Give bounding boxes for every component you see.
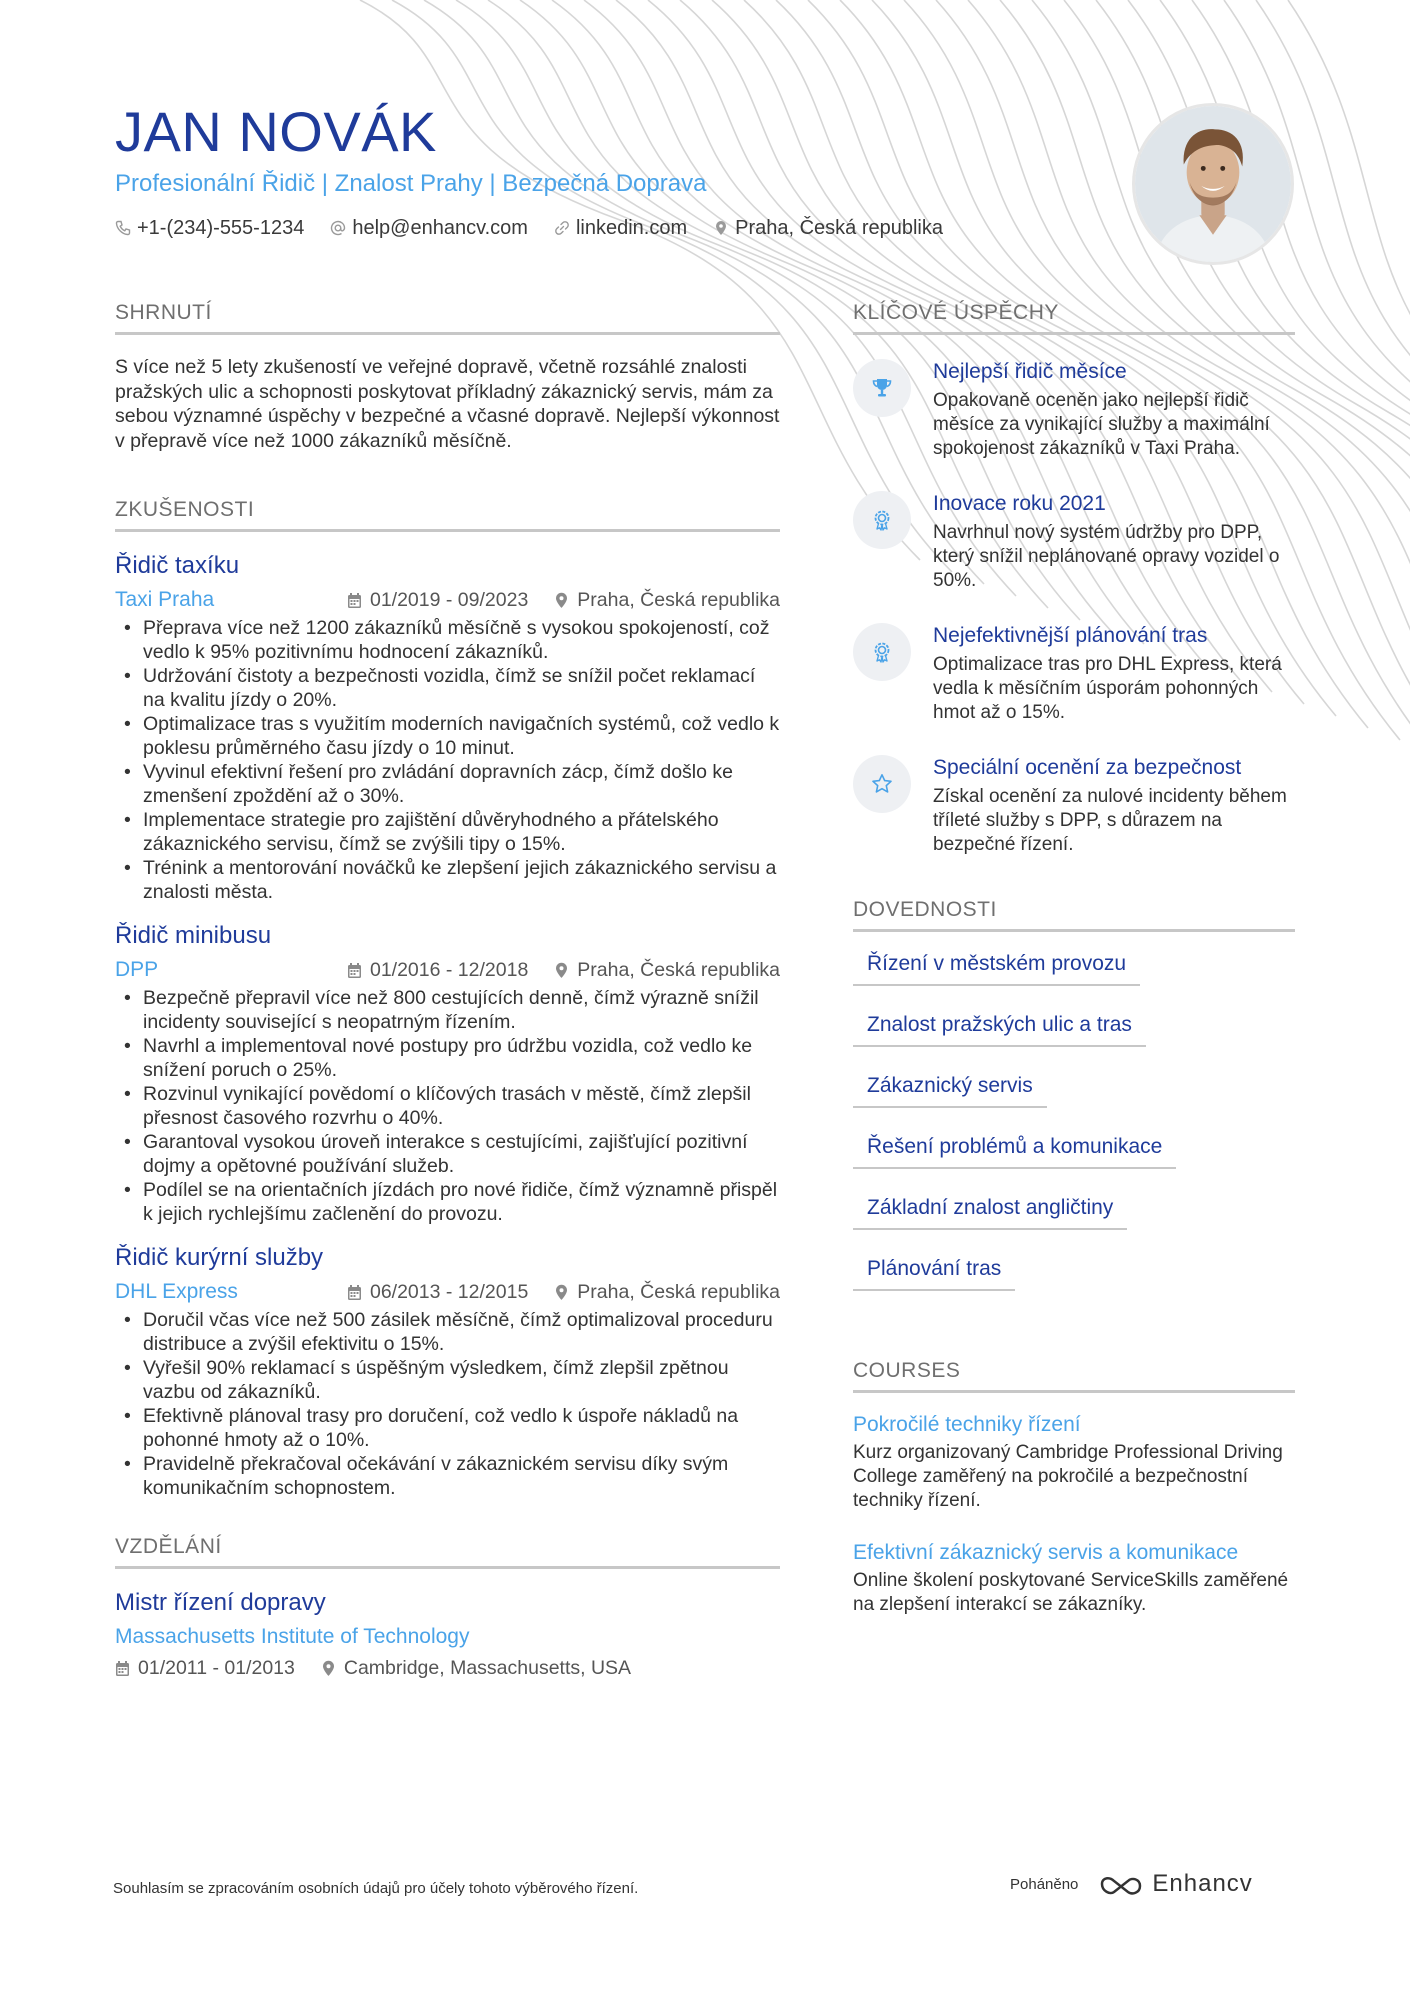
job-company: DPP xyxy=(115,958,159,981)
skill-tag: Plánování tras xyxy=(853,1255,1015,1291)
education-location xyxy=(321,1657,631,1680)
achievement-title: Inovace roku 2021 xyxy=(933,492,1106,515)
skill-tag: Základní znalost angličtiny xyxy=(853,1194,1127,1230)
job-entry xyxy=(115,1242,780,1500)
job-dates-text: 06/2013 - 12/2015 xyxy=(369,1280,529,1303)
achievement-icon-badge xyxy=(853,359,911,417)
job-list xyxy=(115,550,780,1500)
job-dates-text: 01/2019 - 09/2023 xyxy=(369,588,529,611)
course-title: Efektivní zákaznický servis a komunikace xyxy=(853,1541,1239,1564)
job-meta-right xyxy=(347,589,780,612)
courses-heading: COURSES xyxy=(853,1358,1295,1393)
job-title: Řidič taxíku xyxy=(115,552,240,579)
achievement-body xyxy=(933,359,1295,461)
job-bullet: • Implementace strategie pro zajištění důvěryhodného a přátelského zákaznického servisu, čímž se zvýšili tipy o 15%. xyxy=(115,808,780,856)
skill-row xyxy=(853,1255,1295,1316)
phone-icon xyxy=(115,220,131,236)
calendar-icon xyxy=(347,592,362,609)
contact-phone[interactable] xyxy=(115,214,304,242)
location-pin-icon xyxy=(554,592,569,609)
job-bullet: • Optimalizace tras s využitím moderních navigačních systémů, což vedlo k poklesu průměrného času jízdy o 10 minut. xyxy=(115,712,780,760)
brand-name: Enhancv xyxy=(1152,1870,1253,1897)
achievement-title: Speciální ocenění za bezpečnost xyxy=(933,756,1242,779)
course-desc: Online školení poskytované ServiceSkills zaměřené na zlepšení interakcí se zákazníky. xyxy=(853,1570,1289,1615)
job-bullets xyxy=(115,986,780,1226)
job-location-text: Praha, Česká republika xyxy=(577,588,780,611)
course-title: Pokročilé techniky řízení xyxy=(853,1413,1081,1436)
achievement-body xyxy=(933,755,1295,857)
job-bullet: • Pravidelně překračoval očekávání v zákaznickém servisu díky svým komunikačním schopnostem. xyxy=(115,1452,780,1500)
powered-by[interactable] xyxy=(1010,1870,1253,1898)
education-heading: VZDĚLÁNÍ xyxy=(115,1534,780,1569)
courses-section xyxy=(853,1358,1295,1617)
achievement-desc: Navrhnul nový systém údržby pro DPP, který snížil neplánované opravy vozidel o 50%. xyxy=(933,522,1280,591)
enhancv-logo-icon xyxy=(1098,1872,1144,1896)
summary-text: S více než 5 lety zkušeností ve veřejné dopravě, včetně rozsáhlé znalosti pražských ulic a schopnosti poskytovat příkladný zákaznický servis, mám za sebou významné úspěchy v bezpečné a včasné dopravě. Nejlepší výkonnost v přepravě více než 1000 zákazníků měsíčně. xyxy=(115,356,780,452)
job-bullet: • Podílel se na orientačních jízdách pro nové řidiče, čímž významně přispěl k jejich rychlejšímu začlenění do provozu. xyxy=(115,1178,780,1226)
contact-phone-text: +1-(234)-555-1234 xyxy=(137,217,305,239)
job-bullet: • Bezpečně přepravil více než 800 cestujících denně, čímž výrazně snížil incidenty související s neopatrným řízením. xyxy=(115,986,780,1034)
award-icon xyxy=(870,640,894,664)
job-meta xyxy=(115,1278,780,1306)
achievement-body xyxy=(933,623,1295,725)
education-meta xyxy=(115,1657,780,1680)
left-column xyxy=(115,300,780,1680)
education-location-text: Cambridge, Massachusetts, USA xyxy=(343,1657,632,1679)
achievement-icon-badge xyxy=(853,755,911,813)
job-meta-right xyxy=(347,959,780,982)
job-location-text: Praha, Česká republika xyxy=(577,958,780,981)
achievement-desc: Opakovaně oceněn jako nejlepší řidič měsíce za vynikající služby a maximální spokojenost zákazníků v Taxi Praha. xyxy=(933,390,1270,459)
award-icon xyxy=(870,508,894,532)
achievements-heading: KLÍČOVÉ ÚSPĚCHY xyxy=(853,300,1295,335)
job-title: Řidič kurýrní služby xyxy=(115,1244,324,1271)
location-pin-icon xyxy=(554,1284,569,1301)
job-bullet: • Přeprava více než 1200 zákazníků měsíčně s vysokou spokojeností, což vedlo k 95% pozitivnímu hodnocení zákazníků. xyxy=(115,616,780,664)
job-dates-text: 01/2016 - 12/2018 xyxy=(369,958,529,981)
candidate-name: JAN NOVÁK xyxy=(115,100,437,163)
candidate-tagline: Profesionální Řidič | Znalost Prahy | Bezpečná Doprava xyxy=(115,170,707,197)
achievement-desc: Optimalizace tras pro DHL Express, která vedla k měsíčním úsporám pohonných hmot až o 15%. xyxy=(933,654,1282,723)
skill-tag: Řízení v městském provozu xyxy=(853,950,1140,986)
job-bullet: • Vyvinul efektivní řešení pro zvládání dopravních zácp, čímž došlo ke zmenšení zpoždění až o 30%. xyxy=(115,760,780,808)
job-location-text: Praha, Česká republika xyxy=(577,1280,780,1303)
location-pin-icon xyxy=(713,220,729,236)
skill-row xyxy=(853,1194,1295,1255)
course-item xyxy=(853,1411,1295,1513)
course-item xyxy=(853,1539,1295,1617)
job-location xyxy=(554,1281,780,1304)
achievement-body xyxy=(933,491,1295,593)
contact-location xyxy=(713,214,943,242)
job-location xyxy=(554,589,780,612)
job-entry xyxy=(115,920,780,1226)
job-bullet: • Efektivně plánoval trasy pro doručení, což vedlo k úspoře nákladů na pohonné hmoty až o 10%. xyxy=(115,1404,780,1452)
skill-list xyxy=(853,950,1295,1316)
achievements-section xyxy=(853,300,1295,857)
job-bullet: • Udržování čistoty a bezpečnosti vozidla, čímž se snížil počet reklamací na kvalitu jízdy o 20%. xyxy=(115,664,780,712)
wave-line xyxy=(1288,0,1410,908)
brand-logo xyxy=(1098,1870,1252,1898)
location-pin-icon xyxy=(554,962,569,979)
contact-linkedin[interactable] xyxy=(554,214,687,242)
achievement-title: Nejlepší řidič měsíce xyxy=(933,360,1127,383)
education-section xyxy=(115,1534,780,1680)
job-bullets xyxy=(115,1308,780,1500)
skill-row xyxy=(853,1072,1295,1133)
education-dates xyxy=(115,1657,295,1680)
job-dates xyxy=(347,589,528,612)
profile-photo xyxy=(1132,103,1294,265)
contact-linkedin-text: linkedin.com xyxy=(575,217,688,239)
job-company: Taxi Praha xyxy=(115,588,215,611)
job-bullet: • Navrhl a implementoval nové postupy pro údržbu vozidla, což vedlo ke snížení poruch o 25%. xyxy=(115,1034,780,1082)
job-meta-right xyxy=(347,1281,780,1304)
experience-section xyxy=(115,497,780,1500)
achievement-icon-badge xyxy=(853,491,911,549)
job-bullet: • Trénink a mentorování nováčků ke zlepšení jejich zákaznického servisu a znalosti města. xyxy=(115,856,780,904)
education-dates-text: 01/2011 - 01/2013 xyxy=(138,1657,295,1679)
experience-heading: ZKUŠENOSTI xyxy=(115,497,780,532)
calendar-icon xyxy=(347,962,362,979)
achievement-item xyxy=(853,623,1295,725)
achievement-item xyxy=(853,359,1295,461)
contact-email-text: help@enhancv.com xyxy=(352,217,528,239)
skill-tag: Znalost pražských ulic a tras xyxy=(853,1011,1146,1047)
achievement-icon-badge xyxy=(853,623,911,681)
job-bullet: • Rozvinul vynikající povědomí o klíčových trasách v městě, čímž zlepšil přesnost časového rozvrhu o 40%. xyxy=(115,1082,780,1130)
skill-tag: Zákaznický servis xyxy=(853,1072,1047,1108)
job-bullet: • Doručil včas více než 500 zásilek měsíčně, čímž optimalizoval proceduru distribuce a zvýšil efektivitu o 15%. xyxy=(115,1308,780,1356)
job-meta xyxy=(115,586,780,614)
job-title: Řidič minibusu xyxy=(115,922,272,949)
at-icon xyxy=(330,220,346,236)
course-desc: Kurz organizovaný Cambridge Professional Driving College zaměřený na pokročilé a bezpečnostní techniky řízení. xyxy=(853,1442,1283,1511)
education-school: Massachusetts Institute of Technology xyxy=(115,1625,470,1648)
summary-section xyxy=(115,300,780,453)
skills-heading: DOVEDNOSTI xyxy=(853,897,1295,932)
education-degree: Mistr řízení dopravy xyxy=(115,1589,326,1616)
skill-row xyxy=(853,1011,1295,1072)
job-bullet: • Garantoval vysokou úroveň interakce s cestujícími, zajišťující pozitivní dojmy a opětovné používání služeb. xyxy=(115,1130,780,1178)
contact-row xyxy=(115,214,1015,242)
calendar-icon xyxy=(347,1284,362,1301)
achievement-item xyxy=(853,491,1295,593)
star-icon xyxy=(870,772,894,796)
summary-heading: SHRNUTÍ xyxy=(115,300,780,335)
achievement-title: Nejefektivnější plánování tras xyxy=(933,624,1208,647)
link-icon xyxy=(554,220,570,236)
powered-by-label: Poháněno xyxy=(1010,1875,1079,1893)
job-dates xyxy=(347,959,528,982)
job-meta xyxy=(115,956,780,984)
skill-row xyxy=(853,950,1295,1011)
trophy-icon xyxy=(870,376,894,400)
job-entry xyxy=(115,550,780,904)
consent-text: Souhlasím se zpracováním osobních údajů pro účely tohoto výběrového řízení. xyxy=(113,1880,639,1897)
resume-header xyxy=(115,100,1015,242)
right-column xyxy=(853,300,1295,1617)
location-pin-icon xyxy=(321,1660,336,1677)
job-company: DHL Express xyxy=(115,1280,238,1303)
skill-tag: Řešení problémů a komunikace xyxy=(853,1133,1176,1169)
achievement-desc: Získal ocenění za nulové incidenty během tříleté služby s DPP, s důrazem na bezpečné řízení. xyxy=(933,786,1287,855)
contact-email[interactable] xyxy=(330,214,528,242)
job-location xyxy=(554,959,780,982)
achievement-list xyxy=(853,359,1295,857)
contact-location-text: Praha, Česká republika xyxy=(735,217,943,239)
skills-section xyxy=(853,897,1295,1316)
course-list xyxy=(853,1411,1295,1617)
achievement-item xyxy=(853,755,1295,857)
calendar-icon xyxy=(115,1660,130,1677)
job-bullet: • Vyřešil 90% reklamací s úspěšným výsledkem, čímž zlepšil zpětnou vazbu od zákazníků. xyxy=(115,1356,780,1404)
skill-row xyxy=(853,1133,1295,1194)
job-bullets xyxy=(115,616,780,904)
job-dates xyxy=(347,1281,528,1304)
